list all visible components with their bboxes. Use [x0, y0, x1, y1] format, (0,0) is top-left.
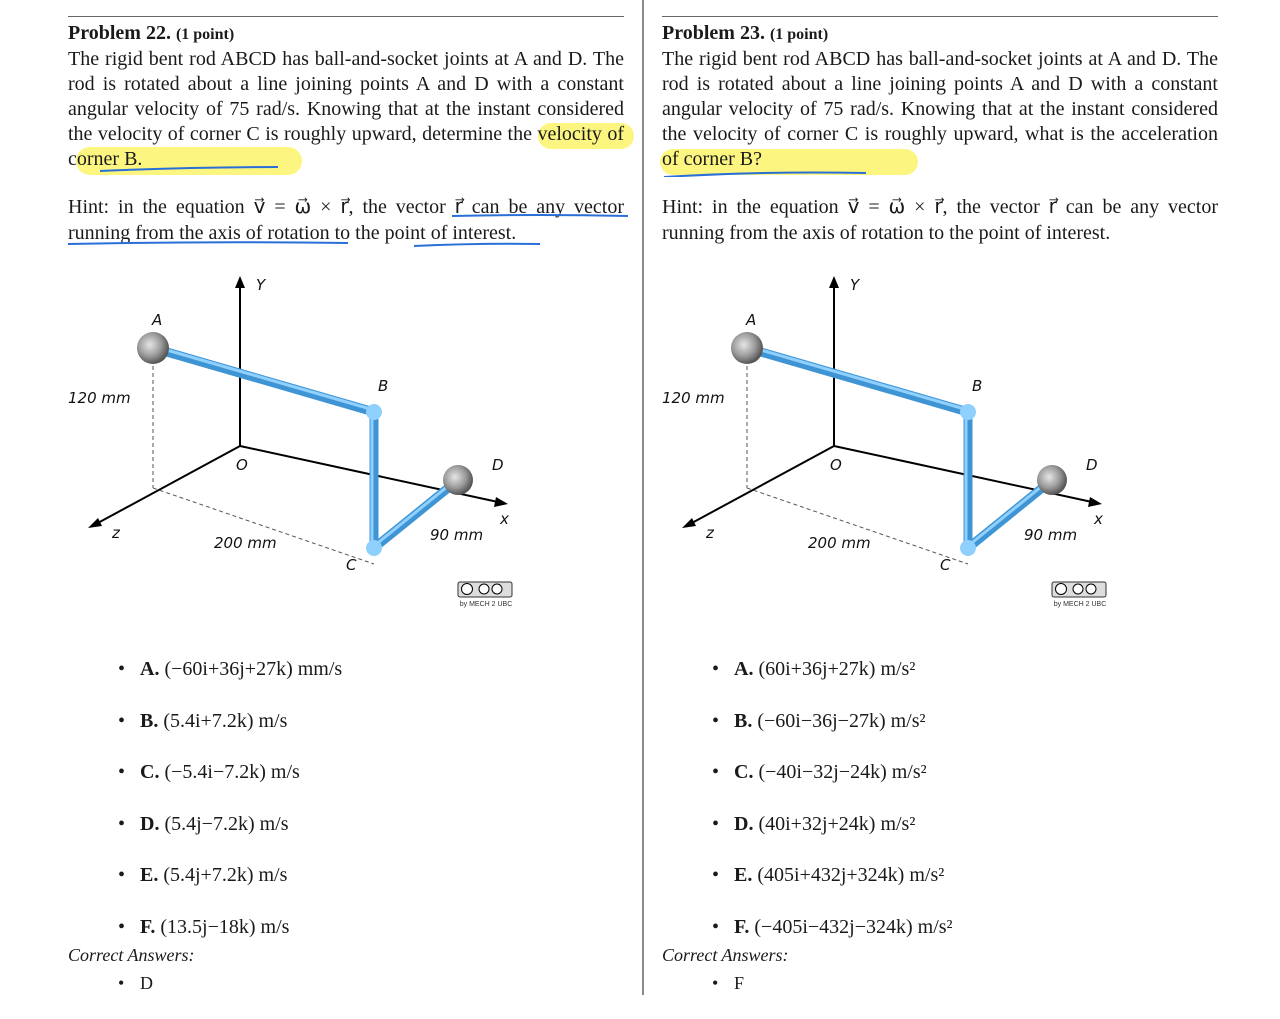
- statement-text: The rigid bent rod ABCD has ball-and-socket joints at A and D. The rod is rotated about a line joining points A and D with a constant angular velocity of 75 rad/s. Knowing that at the instant considered the velocity of corner C is roughly upward, what is the acceleration of corner B?: [662, 48, 1218, 170]
- label-o: O: [236, 456, 248, 474]
- problem-number: Problem 23.: [662, 22, 765, 44]
- z-axis: [96, 446, 240, 524]
- answer-choices: [712, 656, 1192, 965]
- statement-text: The rigid bent rod ABCD has ball-and-socket joints at A and D. The rod is rotated about a line joining points A and D with a constant angular velocity of 75 rad/s. Knowing that at the instant considered the velocity of corner C is roughly upward, determine the velocity of corner B.: [68, 48, 624, 170]
- correct-answers-label: Correct Answers:: [68, 945, 195, 965]
- problem-number: Problem 22.: [68, 22, 171, 44]
- x-axis-arrow: [1088, 497, 1102, 507]
- corner-c-node: [960, 540, 976, 556]
- z-axis-arrow: [682, 518, 696, 528]
- joint-d-ball: [1037, 465, 1067, 495]
- y-axis-arrow: [235, 276, 245, 288]
- hint-text: Hint: in the equation v⃗ = ω⃗ × r⃗, the vector r⃗ can be any vector running from the axis of rotation to the point of interest.: [68, 196, 624, 244]
- z-axis-arrow: [88, 518, 102, 528]
- joint-a-ball: [137, 332, 169, 364]
- label-x: x: [500, 510, 509, 528]
- label-d: D: [492, 456, 504, 474]
- bent-rod: [153, 348, 458, 548]
- label-z: z: [112, 524, 120, 542]
- length-dashed-line: [747, 488, 968, 564]
- z-axis: [690, 446, 834, 524]
- label-a: A: [746, 311, 757, 329]
- dim-90mm: 90 mm: [430, 526, 484, 544]
- choice-f: • F. (13.5j−18k) m/s: [118, 914, 598, 966]
- choice-e: • E. (405i+432j+324k) m/s²: [712, 862, 1192, 914]
- label-z: z: [706, 524, 714, 542]
- badge-credit: by MECH 2 UBC: [1053, 601, 1107, 608]
- column-divider: [642, 0, 644, 995]
- problem-statement: [68, 47, 624, 172]
- choice-a: • A. (−60i+36j+27k) mm/s: [118, 656, 598, 708]
- corner-b-node: [366, 404, 382, 420]
- answer-choices: [118, 656, 598, 965]
- choice-f: • F. (−405i−432j−324k) m/s²: [712, 914, 1192, 966]
- rod-figure: [662, 246, 1218, 616]
- rod-diagram: [662, 246, 1218, 616]
- choice-e: • E. (5.4j+7.2k) m/s: [118, 862, 598, 914]
- label-b: B: [972, 377, 983, 395]
- cc-license-badge: [458, 582, 512, 608]
- correct-answer: • F: [712, 972, 744, 994]
- top-rule: [662, 16, 1218, 17]
- choice-b: • B. (−60i−36j−27k) m/s²: [712, 708, 1192, 760]
- x-axis-arrow: [494, 497, 508, 507]
- hint: [68, 194, 624, 246]
- label-a: A: [152, 311, 163, 329]
- choice-a: • A. (60i+36j+27k) m/s²: [712, 656, 1192, 708]
- hint: [662, 194, 1218, 246]
- label-y: Y: [256, 276, 266, 294]
- dim-200mm: 200 mm: [214, 534, 277, 552]
- hint-text: Hint: in the equation v⃗ = ω⃗ × r⃗, the vector r⃗ can be any vector running from the axis of rotation to the point of interest.: [662, 196, 1218, 244]
- label-y: Y: [850, 276, 860, 294]
- label-c: C: [346, 556, 357, 574]
- y-axis-arrow: [829, 276, 839, 288]
- corner-b-node: [960, 404, 976, 420]
- problem-23: [662, 16, 1218, 993]
- top-rule: [68, 16, 624, 17]
- label-c: C: [940, 556, 951, 574]
- problem-title: [68, 21, 624, 47]
- rod-figure: [68, 246, 624, 616]
- rod-diagram: [68, 246, 624, 616]
- correct-answers-label: Correct Answers:: [662, 945, 789, 965]
- dim-120mm: 120 mm: [68, 389, 131, 407]
- problem-points: (1 point): [769, 26, 829, 43]
- badge-credit: by MECH 2 UBC: [459, 601, 513, 608]
- problem-title: [662, 21, 1218, 47]
- cc-license-badge: [1052, 582, 1106, 608]
- label-x: x: [1094, 510, 1103, 528]
- choice-c: • C. (−40i−32j−24k) m/s²: [712, 759, 1192, 811]
- bent-rod: [747, 348, 1052, 548]
- label-b: B: [378, 377, 389, 395]
- choice-c: • C. (−5.4i−7.2k) m/s: [118, 759, 598, 811]
- choice-d: • D. (40i+32j+24k) m/s²: [712, 811, 1192, 863]
- label-o: O: [830, 456, 842, 474]
- problem-statement: [662, 47, 1218, 172]
- dim-200mm: 200 mm: [808, 534, 871, 552]
- corner-c-node: [366, 540, 382, 556]
- length-dashed-line: [153, 488, 374, 564]
- correct-answer: • D: [118, 972, 153, 994]
- choice-b: • B. (5.4i+7.2k) m/s: [118, 708, 598, 760]
- dim-90mm: 90 mm: [1024, 526, 1078, 544]
- dim-120mm: 120 mm: [662, 389, 725, 407]
- problem-points: (1 point): [175, 26, 235, 43]
- choice-d: • D. (5.4j−7.2k) m/s: [118, 811, 598, 863]
- joint-a-ball: [731, 332, 763, 364]
- joint-d-ball: [443, 465, 473, 495]
- problem-22: [68, 16, 624, 993]
- label-d: D: [1086, 456, 1098, 474]
